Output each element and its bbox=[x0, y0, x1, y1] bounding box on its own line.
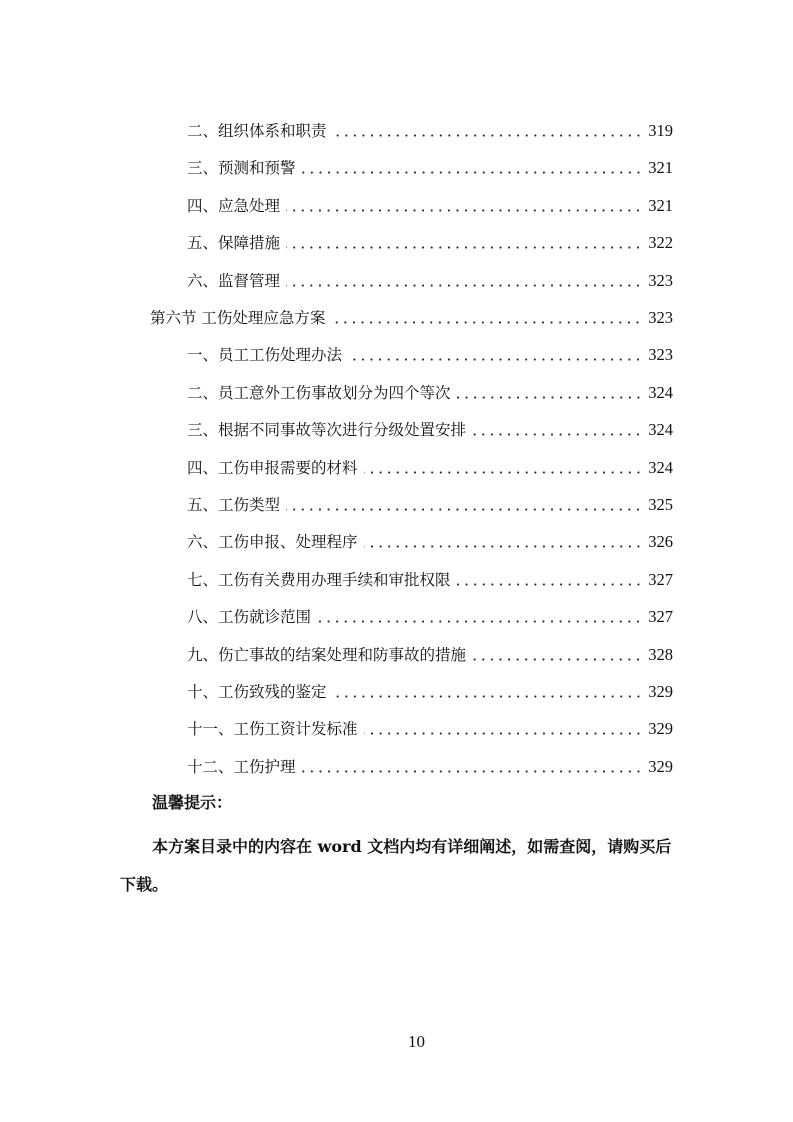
toc-entry-page: 325 bbox=[648, 495, 673, 514]
toc-entry-label: 七、工伤有关费用办理手续和审批权限 bbox=[187, 570, 451, 589]
toc-entry[interactable] bbox=[187, 156, 673, 180]
toc-entry[interactable] bbox=[187, 605, 673, 629]
toc-entry[interactable] bbox=[187, 381, 673, 405]
toc-entry-page: 323 bbox=[648, 345, 673, 365]
dot-leader bbox=[286, 246, 642, 249]
toc-entry[interactable] bbox=[187, 493, 673, 517]
toc-entry-label: 四、应急处理 bbox=[187, 196, 281, 215]
toc-entry-label: 五、工伤类型 bbox=[187, 496, 281, 514]
dot-leader bbox=[333, 695, 643, 698]
toc-entry-page: 327 bbox=[648, 569, 673, 589]
toc-entry-page: 329 bbox=[648, 719, 673, 739]
dot-leader bbox=[302, 770, 643, 773]
toc-entry-page: 323 bbox=[648, 308, 673, 327]
toc-entry[interactable] bbox=[187, 717, 673, 741]
dot-leader bbox=[364, 732, 643, 735]
toc-entry-page: 324 bbox=[648, 420, 673, 440]
dot-leader bbox=[364, 545, 643, 548]
toc-entry-label: 十二、工伤护理 bbox=[187, 757, 296, 776]
dot-leader bbox=[333, 134, 643, 137]
dot-leader bbox=[331, 321, 642, 324]
toc-entry[interactable] bbox=[187, 568, 673, 592]
toc-entry-page: 321 bbox=[648, 158, 673, 178]
toc-entry-page: 322 bbox=[648, 233, 673, 253]
dot-leader bbox=[457, 583, 643, 586]
toc-entry-label: 五、保障措施 bbox=[187, 234, 281, 253]
dot-leader bbox=[286, 209, 642, 212]
toc-entry-page: 329 bbox=[648, 756, 673, 776]
toc-entry-page: 324 bbox=[648, 382, 673, 402]
toc-entry-label: 六、工伤申报、处理程序 bbox=[187, 533, 358, 552]
dot-leader bbox=[348, 358, 642, 361]
toc-entry-label: 三、预测和预警 bbox=[187, 159, 296, 178]
toc-entry-label: 十一、工伤工资计发标准 bbox=[187, 720, 358, 739]
toc-entry[interactable] bbox=[187, 643, 673, 667]
toc-entry-page: 323 bbox=[648, 270, 673, 290]
toc-entry[interactable] bbox=[187, 680, 673, 704]
toc-entry-label: 九、伤亡事故的结案处理和防事故的措施 bbox=[187, 645, 467, 664]
toc-entry-label: 二、员工意外工伤事故划分为四个等次 bbox=[187, 383, 451, 402]
toc-entry-label: 一、员工工伤处理办法 bbox=[187, 346, 343, 365]
tip-text: 本方案目录中的内容在 word 文档内均有详细阐述，如需查阅，请购买后下载。 bbox=[120, 837, 672, 894]
toc-entry[interactable] bbox=[187, 119, 673, 143]
toc-entry-page: 328 bbox=[648, 644, 673, 664]
toc-entry[interactable] bbox=[150, 306, 673, 330]
toc-entry-page: 324 bbox=[648, 457, 673, 477]
dot-leader bbox=[317, 620, 642, 623]
dot-leader bbox=[286, 508, 642, 511]
toc-entry-label: 八、工伤就诊范围 bbox=[187, 608, 312, 627]
toc-entry[interactable] bbox=[187, 755, 673, 779]
toc-entry[interactable] bbox=[187, 343, 673, 367]
toc-entry[interactable] bbox=[187, 418, 673, 442]
toc-entry-label: 二、组织体系和职责 bbox=[187, 122, 327, 140]
dot-leader bbox=[364, 471, 643, 474]
toc-entry-label: 四、工伤申报需要的材料 bbox=[187, 458, 358, 477]
toc-entry-label: 第六节 工伤处理应急方案 bbox=[150, 309, 326, 327]
toc-entry-page: 319 bbox=[648, 121, 673, 140]
dot-leader bbox=[457, 396, 643, 399]
page-number: 10 bbox=[408, 1032, 425, 1051]
dot-leader bbox=[302, 171, 643, 174]
dot-leader bbox=[286, 284, 642, 287]
toc-entry-page: 329 bbox=[648, 682, 673, 701]
toc-entry[interactable] bbox=[187, 456, 673, 480]
toc-entry-label: 三、根据不同事故等次进行分级处置安排 bbox=[187, 421, 467, 440]
dot-leader bbox=[472, 433, 642, 436]
toc-entry-label: 十、工伤致残的鉴定 bbox=[187, 683, 327, 701]
toc-entry[interactable] bbox=[187, 231, 673, 255]
toc-entry-page: 321 bbox=[648, 195, 673, 215]
toc-entry[interactable] bbox=[187, 194, 673, 218]
toc-entry[interactable] bbox=[187, 269, 673, 293]
tip-heading: 温馨提示： bbox=[152, 793, 233, 812]
toc-entry-page: 326 bbox=[648, 532, 673, 552]
dot-leader bbox=[472, 658, 642, 661]
toc-entry[interactable] bbox=[187, 530, 673, 554]
toc-entry-page: 327 bbox=[648, 607, 673, 627]
toc-entry-label: 六、监督管理 bbox=[187, 271, 281, 290]
